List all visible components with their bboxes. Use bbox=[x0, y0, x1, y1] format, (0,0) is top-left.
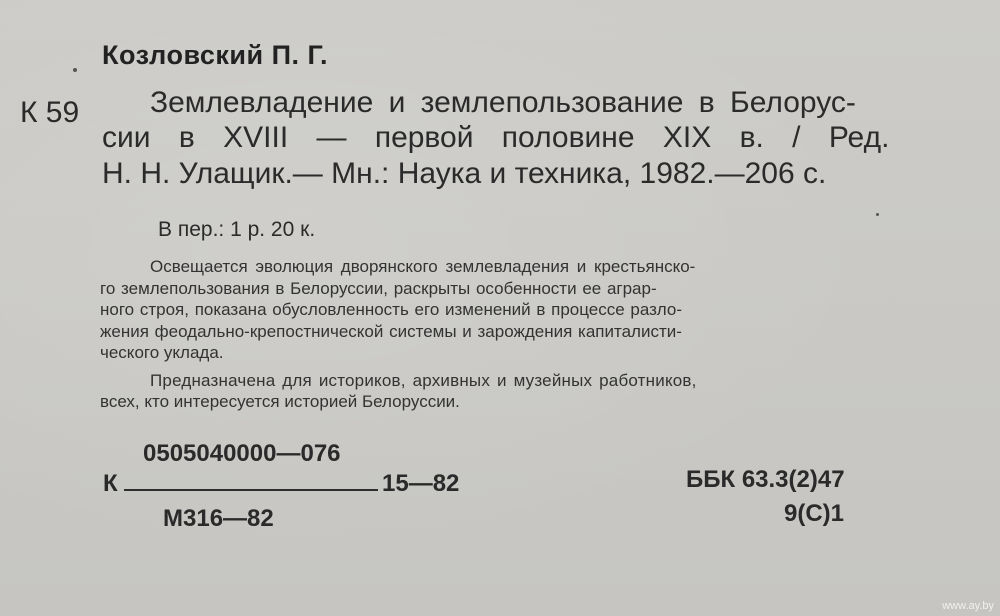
print-speck bbox=[876, 213, 879, 216]
print-speck bbox=[73, 68, 77, 72]
annotation-line: го землепользования в Белоруссии, раскрыты особенности ее аграр- bbox=[100, 278, 657, 298]
author-name: Козловский П. Г. bbox=[102, 40, 328, 70]
bbk-code: ББК 63.3(2)47 bbox=[686, 466, 845, 493]
audience-line: Предназначена для историков, архивных и музейных работников, bbox=[150, 370, 697, 390]
title-line-1: Землевладение и землепользование в Белорус- bbox=[150, 86, 856, 119]
annotation-line: Освещается эволюция дворянского землевладения и крестьянско- bbox=[150, 257, 696, 276]
classification-numerator: 0505040000—076 bbox=[143, 440, 341, 467]
title-line-2: сии в XVIII — первой половине XIX в. / Ред. bbox=[102, 121, 890, 154]
annotation-line: ного строя, показана обусловленность его изменений в процессе разло- bbox=[100, 300, 682, 319]
classification-letter: К bbox=[103, 470, 118, 497]
bbk-code-secondary: 9(С)1 bbox=[784, 500, 845, 527]
audience-line: всех, кто интересуется историей Белоруссии. bbox=[100, 392, 460, 411]
site-watermark: www.ay.by bbox=[942, 600, 994, 612]
classification-suffix: 15—82 bbox=[382, 470, 460, 497]
annotation-line: ческого уклада. bbox=[100, 343, 224, 362]
title-line-3: Н. Н. Улащик.— Мн.: Наука и техника, 1982.—206 с. bbox=[102, 157, 827, 190]
classification-denominator: М316—82 bbox=[163, 505, 274, 532]
classification-fraction-bar bbox=[124, 489, 378, 491]
price-line: В пер.: 1 р. 20 к. bbox=[158, 218, 316, 241]
call-number: К 59 bbox=[20, 96, 80, 129]
annotation-block bbox=[100, 256, 978, 413]
annotation-line: жения феодально-крепостнической системы и зарождения капиталисти- bbox=[100, 321, 682, 341]
